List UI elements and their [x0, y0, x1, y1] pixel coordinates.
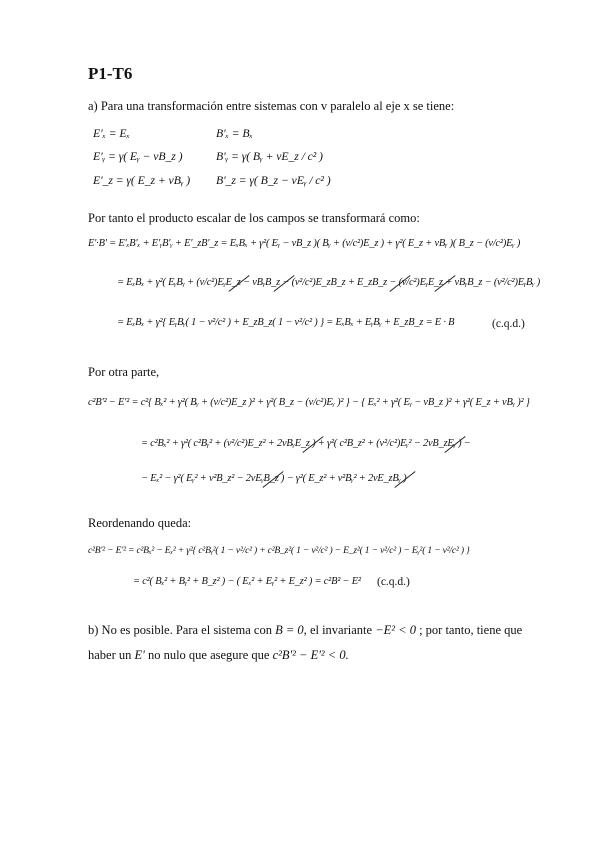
part-b-text: el invariante — [309, 623, 373, 637]
transform-bz: B'_z = γ( B_z − vEᵧ / c² ) — [216, 173, 331, 187]
part-b-math: B = 0, — [275, 623, 307, 637]
qed-marker-1: (c.q.d.) — [492, 318, 525, 330]
part-b-text: haber un — [88, 648, 132, 662]
other-part-intro: Por otra parte, — [88, 365, 160, 379]
part-b-math: E' — [134, 648, 145, 662]
invariant-line-3: − Eₓ² − γ²( Eᵧ² + v²B_z² − 2vEᵧB_z ) − γ²( E_z² + v²Bᵧ² + 2vE_zBᵧ ) — [141, 473, 407, 484]
dot-product-line-3: = EₓBₓ + γ²{ EᵧBᵧ( 1 − v²/c² ) + E_zB_z( 1 − v²/c² ) } = EₓBₓ + EᵧBᵧ + E_zB_z = E · B — [117, 317, 455, 328]
qed-marker-2: (c.q.d.) — [377, 576, 410, 588]
part-b-line-2 — [88, 648, 349, 663]
part-b-text: no nulo que asegure que — [147, 648, 270, 662]
dot-product-intro: Por tanto el producto escalar de los campos se transformará como: — [88, 211, 420, 225]
dot-product-line-1: E'·B' = E'ₓB'ₓ + E'ᵧB'ᵧ + E'_zB'_z = EₓBₓ + γ²( Eᵧ − vB_z )( Bᵧ + (v/c²)E_z ) + γ²( E_z + vBᵧ )( B_z − (v/c²)Eᵧ ) — [88, 238, 521, 249]
page-title: P1-T6 — [88, 64, 133, 83]
transform-ey: E'ᵧ = γ( Eᵧ − vB_z ) — [93, 149, 183, 163]
reorder-line-2: = c²( Bₓ² + Bᵧ² + B_z² ) − ( Eₓ² + Eᵧ² + E_z² ) = c²B² − E² — [133, 576, 361, 587]
transform-ez: E'_z = γ( E_z + vBᵧ ) — [93, 173, 191, 187]
transform-bx: B'ₓ = Bₓ — [216, 126, 253, 140]
part-b-line-1 — [88, 623, 522, 638]
reorder-line-1: c²B'² − E'² = c²Bₓ² − Eₓ² + γ²{ c²Bᵧ²( 1 − v²/c² ) + c²B_z²( 1 − v²/c² ) − E_z²( 1 − v²/c² ) − Eᵧ²( 1 − v²/c² ) } — [88, 545, 470, 556]
transform-ex: E'ₓ = Eₓ — [93, 126, 130, 140]
part-b-math: −E² < 0 — [375, 623, 416, 637]
reorder-intro: Reordenando queda: — [88, 516, 192, 530]
dot-product-line-2: = EₓBₓ + γ²( EᵧBᵧ + (v/c²)EᵧE_z − vBᵧB_z − (v²/c²)E_zB_z + E_zB_z − (v/c²)EᵧE_z + vBᵧB_z − (v²/c²)EᵧBᵧ ) — [117, 277, 541, 288]
invariant-line-2: = c²Bₓ² + γ²( c²Bᵧ² + (v²/c²)E_z² + 2vBᵧE_z ) + γ²( c²B_z² + (v²/c²)Eᵧ² − 2vB_zEᵧ ) − — [141, 438, 471, 449]
part-b-math: c²B'² − E'² < 0. — [272, 648, 349, 662]
transform-by: B'ᵧ = γ( Bᵧ + vE_z / c² ) — [216, 149, 323, 163]
part-b-text: b) No es posible. Para el sistema con — [88, 623, 272, 637]
part-b-text: ; por tanto, tiene que — [419, 623, 523, 637]
part-a-intro: a) Para una transformación entre sistemas con v paralelo al eje x se tiene: — [88, 99, 455, 113]
invariant-line-1: c²B'² − E'² = c²{ Bₓ² + γ²( Bᵧ + (v/c²)E_z )² + γ²( B_z − (v/c²)Eᵧ )² } − { Eₓ² + γ²( Eᵧ − vB_z )² + γ²( E_z + vBᵧ )² } — [88, 397, 530, 408]
